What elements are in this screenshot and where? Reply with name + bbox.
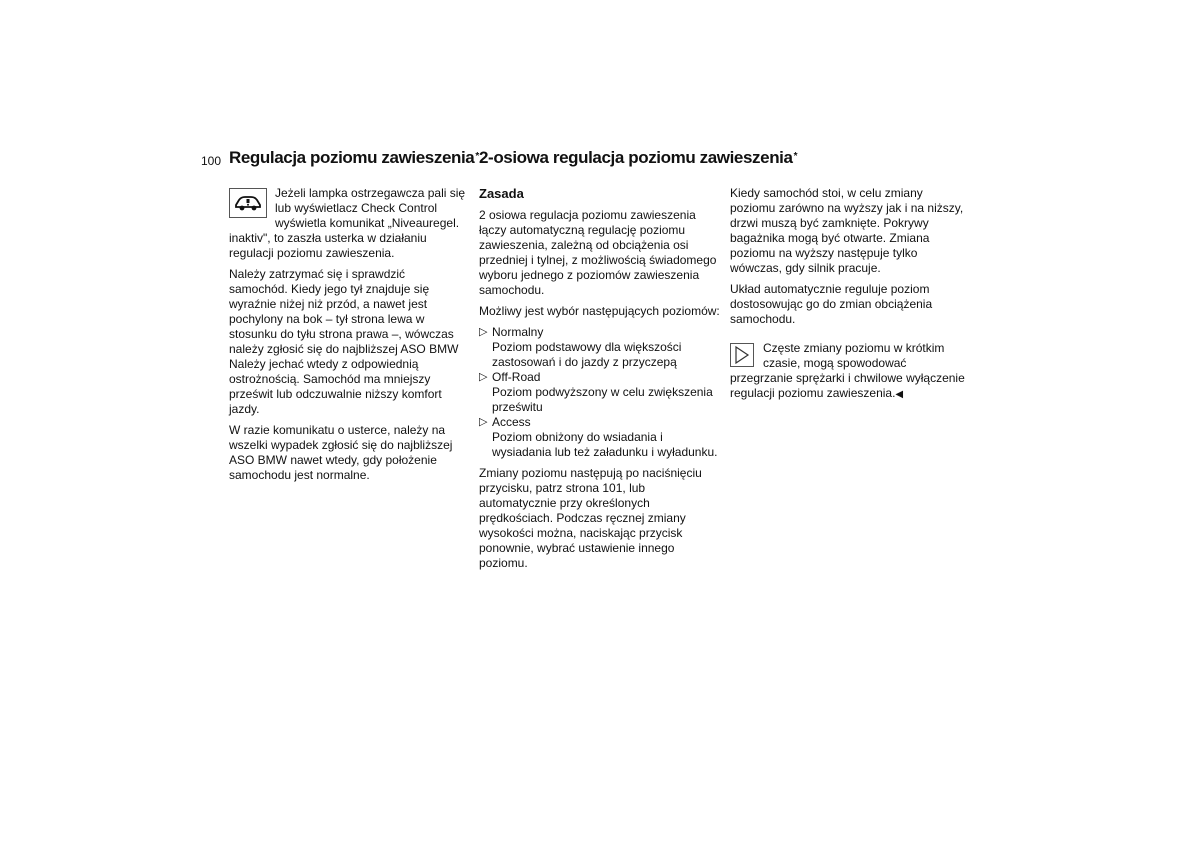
note-block [730, 341, 970, 402]
heading-right-star: * [793, 151, 798, 162]
note-triangle-icon [730, 343, 754, 367]
level-option-desc: Poziom podstawowy dla większości zastosowań i do jazdy z przyczepą [492, 340, 682, 369]
level-option-desc: Poziom podwyższony w celu zwiększenia prześwitu [492, 385, 713, 414]
note-text: Częste zmiany poziomu w krótkim czasie, mogą spowodować przegrzanie sprężarki i chwilowe wyłączenie regulacji poziomu zawieszenia. [730, 341, 965, 400]
level-option [479, 415, 721, 430]
level-option [479, 370, 721, 385]
subheading-zasada: Zasada [479, 186, 524, 201]
triangle-right-icon: ▷ [479, 326, 488, 338]
column-middle [479, 186, 721, 577]
heading-right-text: 2-osiowa regulacja poziomu zawieszenia [479, 148, 793, 167]
level-options-list [479, 325, 721, 460]
col3-paragraph-2: Układ automatycznie reguluje poziom dostosowując go do zmian obciążenia samochodu. [730, 282, 933, 326]
triangle-right-icon: ▷ [479, 416, 488, 428]
level-option-desc: Poziom obniżony do wsiadania i wysiadania lub też załadunku i wyładunku. [492, 430, 718, 459]
level-option-name: Normalny [492, 325, 544, 339]
col2-paragraph-2: Możliwy jest wybór następujących poziomów: [479, 304, 720, 318]
column-right [730, 186, 970, 402]
col2-paragraph-3: Zmiany poziomu następują po naciśnięciu przycisku, patrz strona 101, lub automatycznie przy określonych prędkościach. Podczas ręcznej zmiany wysokości można, naciskając przycisk ponownie, wybrać ustawienie innego poziomu. [479, 466, 702, 570]
heading-left-text: Regulacja poziomu zawieszenia [229, 148, 475, 167]
triangle-right-icon: ▷ [479, 371, 488, 383]
end-mark-icon: ◀ [895, 389, 904, 400]
car-suspension-warning-icon [229, 188, 267, 218]
column-left [229, 186, 467, 489]
heading-left [229, 148, 479, 168]
col1-paragraph-2: Należy zatrzymać się i sprawdzić samochód. Kiedy jego tył znajduje się wyraźnie niżej niż przód, a nawet jest pochylony na bok – tył strona lewa w stosunku do tyłu strona prawa –, wówczas należy zgłosić się do najbliższej ASO BMW Należy jechać wtedy z odpowiednią ostrożnością. Samochód ma mniejszy prześwit lub odczuwalnie niższy komfort jazdy. [229, 267, 459, 416]
heading-right [479, 148, 797, 168]
col1-paragraph-3: W razie komunikatu o usterce, należy na wszelki wypadek zgłosić się do najbliższej ASO BMW nawet wtedy, gdy położenie samochodu jest normalne. [229, 423, 453, 482]
page-number: 100 [201, 154, 222, 168]
col2-paragraph-1: 2 osiowa regulacja poziomu zawieszenia łączy automatyczną regulację poziomu zawieszenia, zależną od obciążenia osi przedniej i tylnej, z możliwością świadomego wyboru jednego z poziomów zawieszenia samochodu. [479, 208, 717, 297]
level-option-name: Off-Road [492, 370, 541, 384]
level-option [479, 325, 721, 340]
col1-paragraph-1: Jeżeli lampka ostrzegawcza pali się lub wyświetlacz Check Control wyświetla komunikat „Niveauregel. inaktiv", to zaszła usterka w działaniu regulacji poziomu zawieszenia. [229, 186, 466, 260]
heading-left-star: * [475, 151, 479, 162]
level-option-name: Access [492, 415, 531, 429]
col3-paragraph-1: Kiedy samochód stoi, w celu zmiany poziomu zarówno na wyższy jak i na niższy, drzwi muszą być zamknięte. Pokrywy bagażnika mogą być otwarte. Zmiana poziomu na wyższy następuje tylko wówczas, gdy silnik pracuje. [730, 186, 964, 275]
